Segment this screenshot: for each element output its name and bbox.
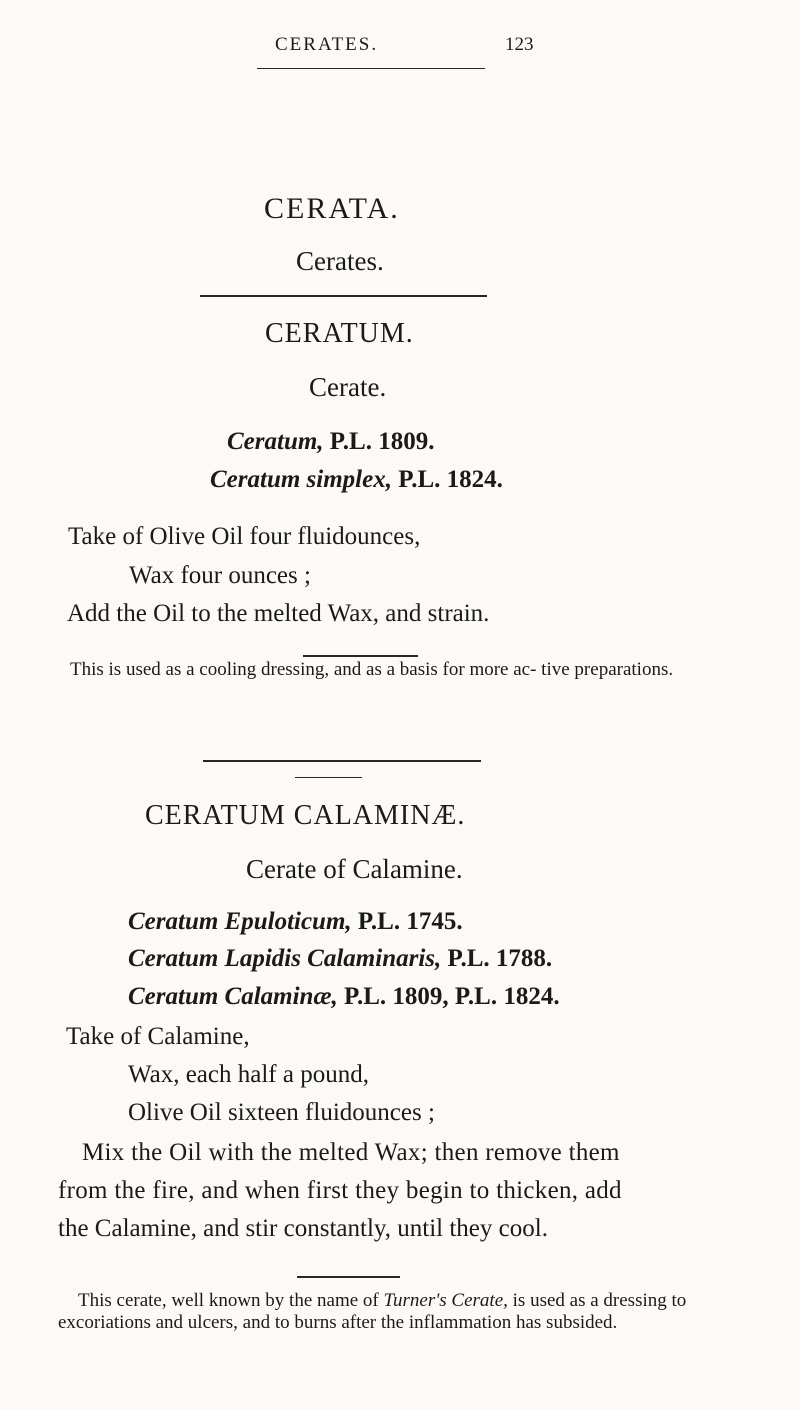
recipe-line: Take of Olive Oil four fluidounces, (68, 523, 421, 550)
recipe-line: the Calamine, and stir constantly, until they cool. (58, 1215, 548, 1242)
entry-title: CERATUM. (265, 318, 414, 349)
recipe-line: Mix the Oil with the melted Wax; then remove them (82, 1139, 620, 1166)
synonym-line (128, 945, 552, 973)
divider-rule (200, 295, 487, 297)
divider-rule (257, 68, 485, 69)
recipe-line: from the fire, and when first they begin to thicken, add (58, 1177, 622, 1204)
recipe-line: Take of Calamine, (66, 1023, 250, 1050)
recipe-line: Olive Oil sixteen fluidounces ; (128, 1099, 435, 1126)
synonym-name: Ceratum Calaminæ, (128, 983, 338, 1010)
recipe-line: Wax four ounces ; (129, 562, 311, 589)
synonym-name: Ceratum Lapidis Calaminaris, (128, 945, 442, 972)
commentary-note (52, 656, 742, 683)
synonym-line (128, 908, 463, 936)
commentary-text: is used as a dressing to excoriations and ulcers, and to burns after the inflammation has subsided. (58, 1290, 687, 1333)
divider-rule (295, 777, 362, 778)
entry-subtitle: Cerate of Calamine. (246, 854, 463, 884)
commentary-italic: Turner's Cerate, (383, 1290, 508, 1311)
synonym-name: Ceratum simplex, (210, 466, 392, 493)
recipe-line: Wax, each half a pound, (128, 1061, 369, 1088)
commentary-text: This is used as a cooling dressing, and as a basis for more ac- tive preparations. (70, 659, 674, 680)
synonym-ref: P.L. 1824. (398, 466, 503, 493)
synonym-ref: P.L. 1809, P.L. 1824. (344, 983, 560, 1010)
section-title: CERATA. (264, 192, 400, 225)
synonym-ref: P.L. 1745. (357, 908, 463, 935)
divider-rule (203, 760, 481, 762)
synonym-ref: P.L. 1809. (329, 428, 435, 455)
commentary-note (58, 1290, 748, 1334)
running-title: CERATES. (275, 34, 379, 55)
entry-subtitle: Cerate. (309, 372, 387, 402)
divider-rule (297, 1276, 400, 1278)
synonym-name: Ceratum, (227, 428, 324, 455)
recipe-line: Add the Oil to the melted Wax, and strain. (67, 600, 490, 627)
synonym-line (128, 983, 560, 1011)
synonym-name: Ceratum Epuloticum, (128, 908, 352, 935)
commentary-text: This cerate, well known by the name of (78, 1290, 384, 1311)
page-number: 123 (505, 34, 534, 55)
entry-title: CERATUM CALAMINÆ. (145, 800, 466, 831)
synonym-ref: P.L. 1788. (447, 945, 553, 972)
section-subtitle: Cerates. (296, 246, 384, 276)
synonym-line (227, 428, 434, 456)
synonym-line (210, 466, 503, 494)
